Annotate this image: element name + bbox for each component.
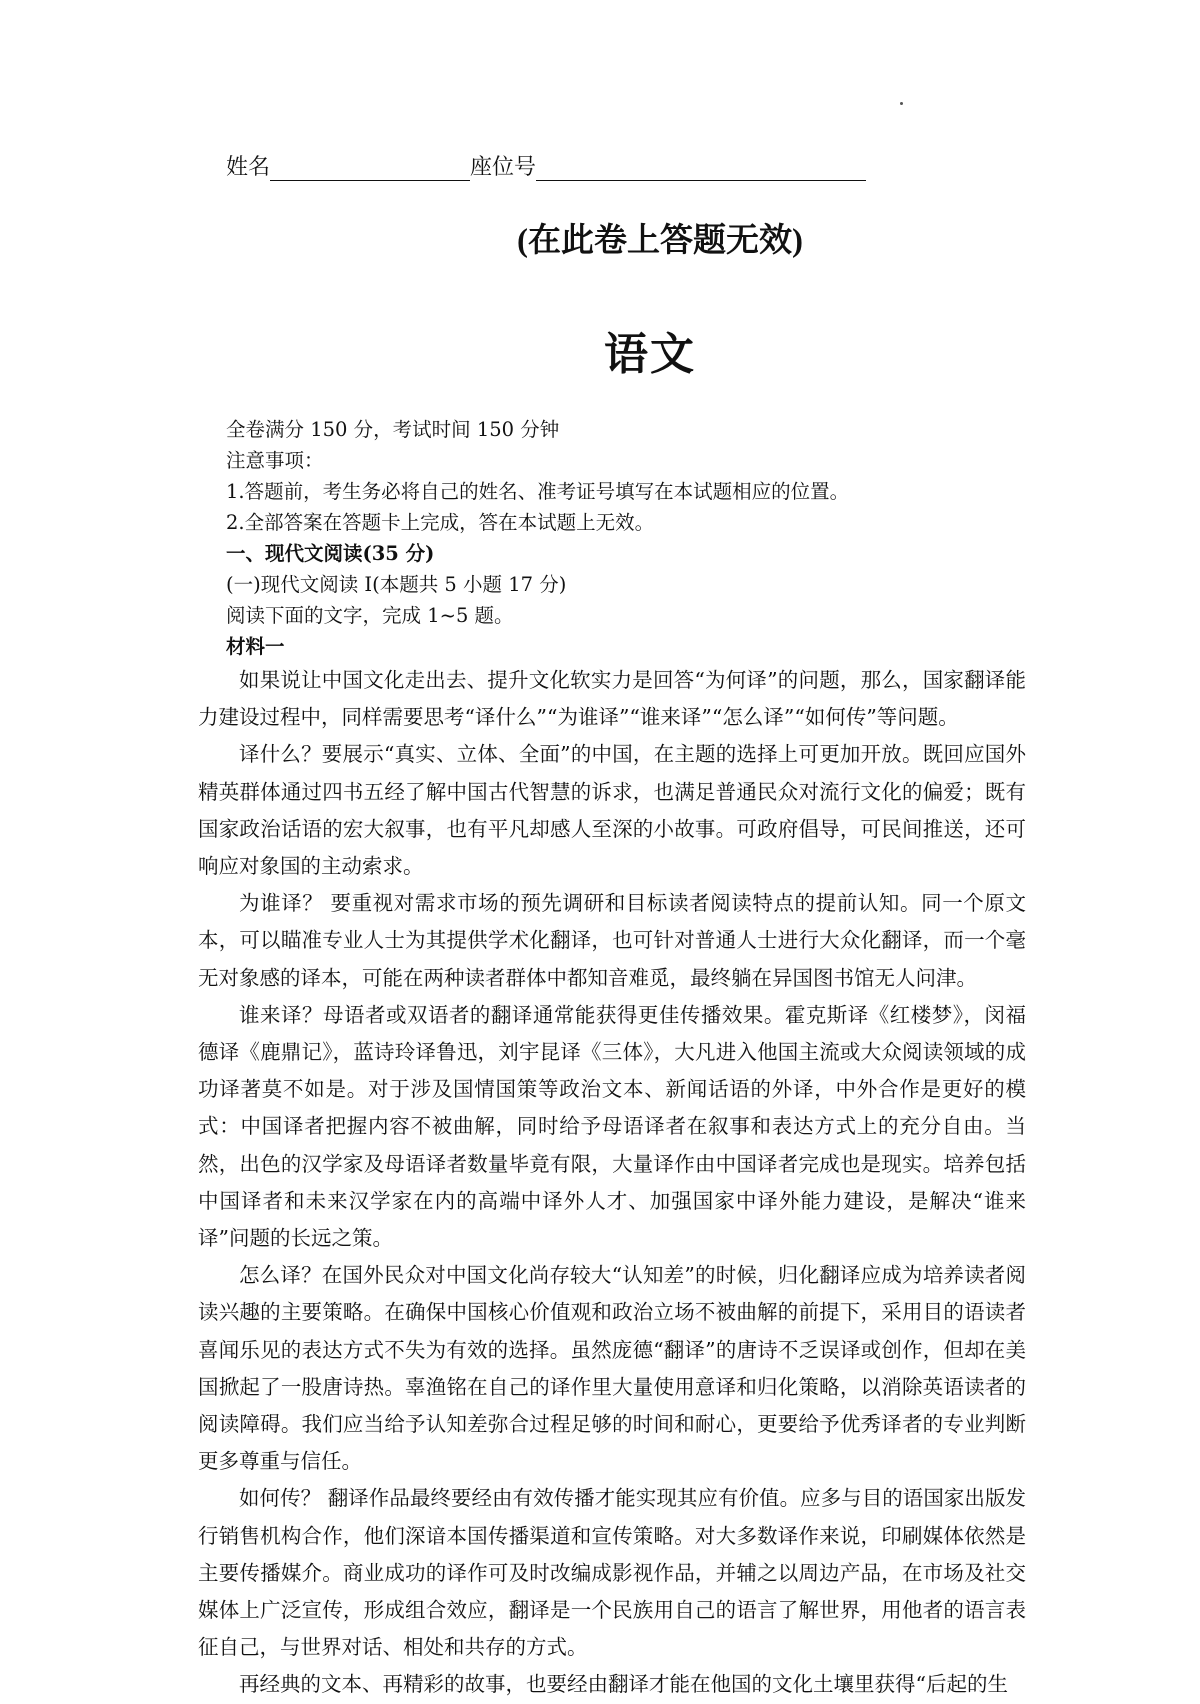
passage-paragraph: 如果说让中国文化走出去、提升文化软实力是回答“为何译”的问题，那么，国家翻译能力建设过程中，同样需要思考“译什么”“为谁译”“谁来译”“怎么译”“如何传”等问题。 xyxy=(198,668,1026,730)
reading-instruction: 阅读下面的文字，完成 1~5 题。 xyxy=(226,604,514,627)
section-heading: 一、现代文阅读(35 分) xyxy=(226,542,435,565)
seat-label: 座位号 xyxy=(470,155,537,180)
subsection-heading: (一)现代文阅读 I(本题共 5 小题 17 分) xyxy=(226,573,567,596)
name-blank[interactable] xyxy=(270,160,470,181)
score-time-line: 全卷满分 150 分，考试时间 150 分钟 xyxy=(226,418,560,441)
corner-dot xyxy=(900,102,903,105)
passage-paragraph: 谁来译？母语者或双语者的翻译通常能获得更佳传播效果。霍克斯译《红楼梦》，闵福德译《鹿鼎记》，蓝诗玲译鲁迅，刘宇昆译《三体》，大凡进入他国主流或大众阅读领域的成功译著莫不如是。对于涉及国情国策等政治文本、新闻话语的外译，中外合作是更好的模式：中国译者把握内容不被曲解，同时给予母语译者在叙事和表达方式上的充分自由。当然，出色的汉学家及母语译者数量毕竟有限，大量译作由中国译者完成也是现实。培养包括中国译者和未来汉学家在内的高端中译外人才、加强国家中译外能力建设，是解决“谁来译”问题的长远之策。 xyxy=(198,1002,1026,1251)
notes-heading: 注意事项： xyxy=(226,449,324,472)
passage-paragraph: 为谁译？ 要重视对需求市场的预先调研和目标读者阅读特点的提前认知。同一个原文本，可以瞄准专业人士为其提供学术化翻译，也可针对普通人士进行大众化翻译，而一个毫无对象感的译本，可能在两种读者群体中都知音难觅，最终躺在异国图书馆无人问津。 xyxy=(198,891,1026,990)
passage-paragraph: 如何传？ 翻译作品最终要经由有效传播才能实现其应有价值。应多与目的语国家出版发行销售机构合作，他们深谙本国传播渠道和宣传策略。对大多数译作来说，印刷媒体依然是主要传播媒介。商业成功的译作可及时改编成影视作品，并辅之以周边产品，在市场及社交媒体上广泛宣传，形成组合效应，翻译是一个民族用自己的语言了解世界，用他者的语言表征自己，与世界对话、相处和共存的方式。 xyxy=(198,1486,1026,1660)
student-info-line xyxy=(226,150,866,181)
reading-passage xyxy=(198,662,1026,1704)
note-item-2: 2.全部答案在答题卡上完成，答在本试题上无效。 xyxy=(226,511,655,534)
name-label: 姓名 xyxy=(226,155,271,180)
passage-paragraph: 译什么？要展示“真实、立体、全面”的中国，在主题的选择上可更加开放。既回应国外精英群体通过四书五经了解中国古代智慧的诉求，也满足普通民众对流行文化的偏爱；既有国家政治话语的宏大叙事，也有平凡却感人至深的小故事。可政府倡导，可民间推送，还可响应对象国的主动索求。 xyxy=(198,742,1026,879)
note-item-1: 1.答题前，考生务必将自己的姓名、准考证号填写在本试题相应的位置。 xyxy=(226,480,850,503)
exam-title: 语文 xyxy=(604,329,696,380)
material-heading: 材料一 xyxy=(226,635,285,658)
passage-paragraph: 再经典的文本、再精彩的故事，也要经由翻译才能在他国的文化土壤里获得“后起的生 xyxy=(239,1672,1008,1697)
passage-paragraph: 怎么译？在国外民众对中国文化尚存较大“认知差”的时候，归化翻译应成为培养读者阅读兴趣的主要策略。在确保中国核心价值观和政治立场不被曲解的前提下，采用目的语读者喜闻乐见的表达方式不失为有效的选择。虽然庞德“翻译”的唐诗不乏误译或创作，但却在美国掀起了一股唐诗热。辜渔铭在自己的译作里大量使用意译和归化策略，以消除英语读者的阅读障碍。我们应当给予认知差弥合过程足够的时间和耐心，更要给予优秀译者的专业判断更多尊重与信任。 xyxy=(198,1263,1026,1474)
invalid-answer-notice: (在此卷上答题无效) xyxy=(517,223,803,259)
seat-blank[interactable] xyxy=(536,160,866,181)
exam-instructions xyxy=(226,414,1046,662)
